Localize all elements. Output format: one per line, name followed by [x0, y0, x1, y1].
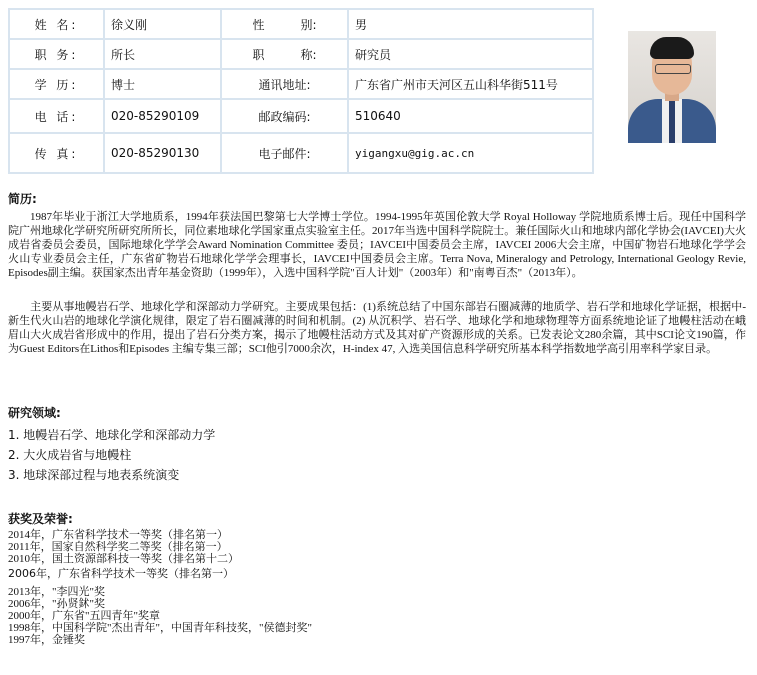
fax-value: 020-85290130	[104, 133, 221, 173]
name-label: 姓 名:	[9, 9, 104, 39]
phone-value: 020-85290109	[104, 99, 221, 133]
gender-label: 性 别:	[221, 9, 348, 39]
award-item: 2013年，"李四光"奖	[8, 586, 105, 598]
address-value: 广东省广州市天河区五山科华街511号	[348, 69, 593, 99]
education-label: 学 历:	[9, 69, 104, 99]
profile-table	[8, 8, 594, 174]
award-item: 2011年，国家自然科学奖二等奖（排名第一）	[8, 541, 228, 553]
position-value: 所长	[104, 39, 221, 69]
gender-value: 男	[348, 9, 593, 39]
fax-label: 传 真:	[9, 133, 104, 173]
title-label: 职 称:	[221, 39, 348, 69]
award-item: 2006年，广东省科学技术一等奖（排名第一）	[8, 567, 234, 580]
resume-heading: 简历:	[8, 192, 37, 206]
awards-heading: 获奖及荣誉:	[8, 512, 73, 526]
email-value[interactable]: yigangxu@gig.ac.cn	[348, 133, 593, 173]
award-item: 2000年，广东省"五四青年"奖章	[8, 610, 160, 622]
position-label: 职 务:	[9, 39, 104, 69]
awards-list	[8, 529, 312, 646]
resume-paragraph-2: 主要从事地幔岩石学、地球化学和深部动力学研究。主要成果包括：(1)系统总结了中国东部岩石圈减薄的地质学、岩石学和地球化学证据，根据中-新生代火山岩的地球化学演化规律，限定了岩石圈减薄的时间和机制。(2) 从沉积学、岩石学、地球化学和地球物理等方面系统地论证了地幔柱活动在峨眉山大火成岩省形成中的作用，提出了岩石分类方案，揭示了地幔柱活动方式及其对矿产资源形成的关系。已发表论文280余篇，其中SCI论文190篇，作为Guest Editors在Lithos和Episodes 主编专集三部；SCI他引7000余次，H-index 47, 入选美国信息科学研究所基本科学指数地学高引用率科学家目录。	[8, 301, 746, 355]
resume-paragraph-1: 1987年毕业于浙江大学地质系，1994年获法国巴黎第七大学博士学位。1994-1995年英国伦敦大学 Royal Holloway 学院地质系博士后。现任中国科学院广州地球化学研究所研究所所长，同位素地球化学国家重点实验室主任。2017年当选中国科学院院士。兼任国际火山和地球内部化学协会(IAVCEI)大火成岩省委员会委员，国际地球化学学会Award Nomination Committee 委员；IAVCEI中国委员会主席，IAVCEI 2006大会主席，中国矿物岩石地球化学学会火山专业委员会主任，广东省矿物岩石地球化学学会理事长，IAVCEI中国委员会主席。Terra Nova, Mineralogy and Petrology, International Geology Revie, Episodes副主编。获国家杰出青年基金资助（1999年），入选中国科学院"百人计划"（2003年）和"南粤百杰"（2013年）。	[8, 211, 746, 279]
research-heading: 研究领域:	[8, 406, 61, 420]
postcode-label: 邮政编码:	[221, 99, 348, 133]
name-value: 徐义刚	[104, 9, 221, 39]
award-item: 2010年，国土资源部科技一等奖（排名第十二）	[8, 553, 239, 565]
address-label: 通讯地址:	[221, 69, 348, 99]
award-item: 2006年，"孙贤鉥"奖	[8, 598, 105, 610]
education-value: 博士	[104, 69, 221, 99]
email-label: 电子邮件:	[221, 133, 348, 173]
postcode-value: 510640	[348, 99, 593, 133]
award-item: 1997年，金锤奖	[8, 634, 85, 646]
award-item: 1998年，中国科学院"杰出青年"，中国青年科技奖，"侯德封奖"	[8, 622, 312, 634]
phone-label: 电 话:	[9, 99, 104, 133]
title-value: 研究员	[348, 39, 593, 69]
profile-photo	[628, 31, 716, 143]
research-item: 1. 地幔岩石学、地球化学和深部动力学	[8, 428, 216, 442]
research-item: 3. 地球深部过程与地表系统演变	[8, 468, 180, 482]
award-item: 2014年，广东省科学技术一等奖（排名第一）	[8, 529, 228, 541]
research-list	[8, 425, 215, 485]
research-item: 2. 大火成岩省与地幔柱	[8, 448, 132, 462]
